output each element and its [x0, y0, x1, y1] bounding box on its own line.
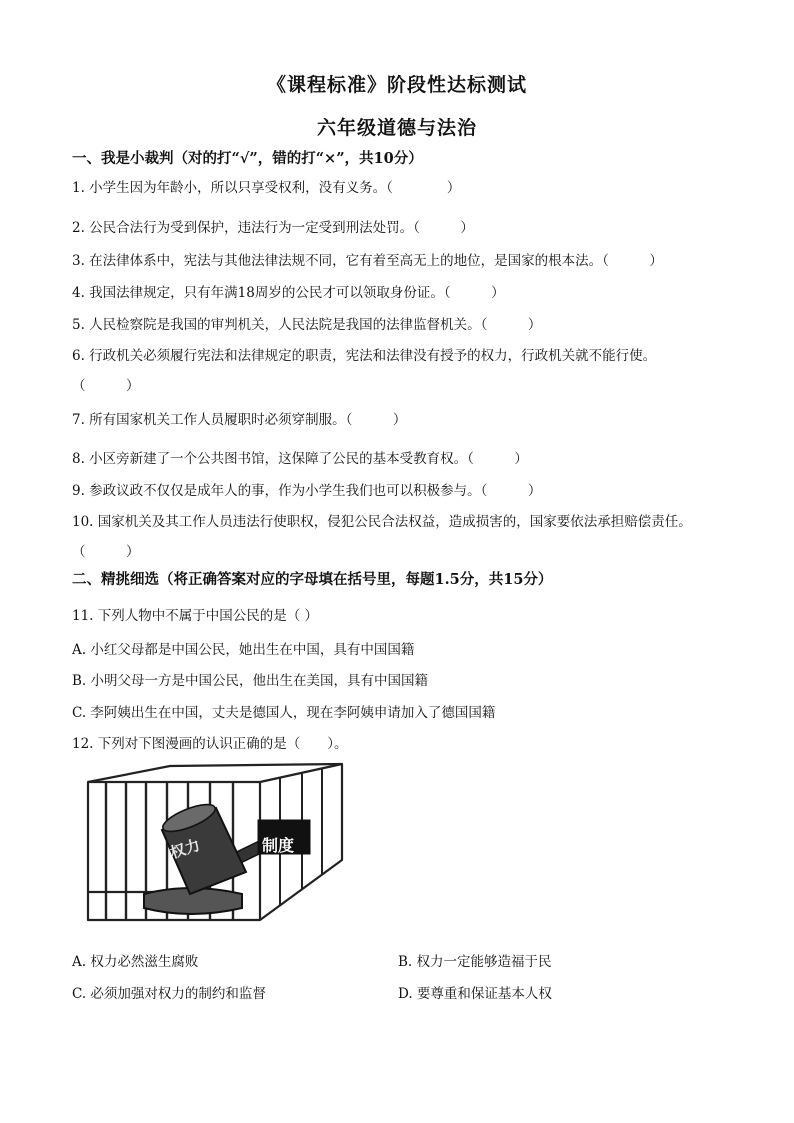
- question-12-option-b: B. 权力一定能够造福于民: [398, 954, 552, 970]
- gavel-label: 权力: [168, 835, 203, 863]
- question-8: 8. 小区旁新建了一个公共图书馆，这保障了公民的基本受教育权。（ ）: [72, 451, 528, 467]
- page-subtitle: 六年级道德与法治: [316, 117, 477, 139]
- question-12-option-c: C. 必须加强对权力的制约和监督: [72, 986, 266, 1002]
- question-6-blank: （ ）: [72, 378, 140, 394]
- question-1: 1. 小学生因为年龄小，所以只享受权利，没有义务。（ ）: [72, 180, 461, 196]
- sign-label: 制度: [262, 836, 295, 855]
- question-6: 6. 行政机关必须履行宪法和法律规定的职责，宪法和法律没有授予的权力，行政机关就不能行使。: [72, 348, 657, 364]
- section-1-heading: 一、我是小裁判（对的打“√”，错的打“×”，共10分）: [72, 150, 423, 167]
- question-10-blank: （ ）: [72, 544, 140, 560]
- question-7: 7. 所有国家机关工作人员履职时必须穿制服。（ ）: [72, 412, 407, 428]
- question-4: 4. 我国法律规定，只有年满18周岁的公民才可以领取身份证。（ ）: [72, 285, 505, 301]
- question-5: 5. 人民检察院是我国的审判机关，人民法院是我国的法律监督机关。（ ）: [72, 317, 542, 333]
- question-9: 9. 参政议政不仅仅是成年人的事，作为小学生我们也可以积极参与。（ ）: [72, 483, 542, 499]
- section-2-heading: 二、精挑细选（将正确答案对应的字母填在括号里，每题1.5分，共15分）: [72, 571, 553, 588]
- question-3: 3. 在法律体系中，宪法与其他法律法规不同，它有着至高无上的地位，是国家的根本法。（ ）: [72, 253, 663, 269]
- page-title: 《课程标准》阶段性达标测试: [266, 74, 527, 96]
- question-12: 12. 下列对下图漫画的认识正确的是（ ）。: [72, 736, 348, 752]
- question-11-option-b: B. 小明父母一方是中国公民，他出生在美国，具有中国国籍: [72, 673, 429, 689]
- question-2: 2. 公民合法行为受到保护，违法行为一定受到刑法处罚。（ ）: [72, 220, 474, 236]
- question-11: 11. 下列人物中不属于中国公民的是（ ）: [72, 608, 319, 624]
- question-11-option-a: A. 小红父母都是中国公民，她出生在中国，具有中国国籍: [72, 642, 415, 658]
- question-12-option-a: A. 权力必然滋生腐败: [72, 954, 199, 970]
- question-10: 10. 国家机关及其工作人员违法行使职权，侵犯公民合法权益，造成损害的，国家要依法承担赔偿责任。: [72, 514, 692, 530]
- question-11-option-c: C. 李阿姨出生在中国，丈夫是德国人，现在李阿姨申请加入了德国国籍: [72, 705, 496, 721]
- cage-cartoon-image: [70, 760, 352, 925]
- question-12-option-d: D. 要尊重和保证基本人权: [398, 986, 552, 1002]
